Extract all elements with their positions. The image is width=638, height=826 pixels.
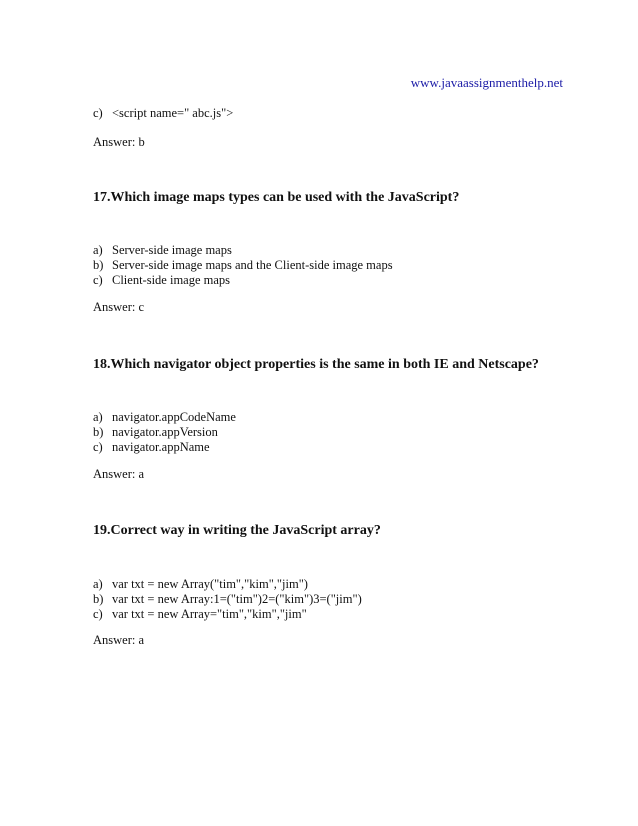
option-letter: a) bbox=[93, 410, 103, 424]
option-text: navigator.appVersion bbox=[112, 425, 218, 439]
question-18-options bbox=[93, 410, 236, 455]
option-b bbox=[93, 258, 393, 273]
question-17-answer: Answer: c bbox=[93, 300, 145, 314]
option-letter: c) bbox=[93, 273, 103, 287]
option-letter: a) bbox=[93, 577, 103, 591]
option-letter: b) bbox=[93, 258, 104, 272]
option-letter: c) bbox=[93, 607, 103, 621]
option-letter: c) bbox=[93, 106, 103, 120]
option-letter: c) bbox=[93, 440, 103, 454]
option-text: Server-side image maps bbox=[112, 243, 232, 257]
option-b bbox=[93, 425, 236, 440]
option-a bbox=[93, 410, 236, 425]
prev-answer: Answer: b bbox=[93, 135, 145, 149]
option-text: Server-side image maps and the Client-side image maps bbox=[112, 258, 393, 272]
prev-option-c bbox=[93, 106, 233, 121]
option-b bbox=[93, 592, 362, 607]
question-17-options bbox=[93, 243, 393, 288]
option-text: Client-side image maps bbox=[112, 273, 231, 287]
website-link[interactable]: www.javaassignmenthelp.net bbox=[410, 75, 563, 90]
option-c bbox=[93, 273, 393, 288]
option-letter: b) bbox=[93, 425, 104, 439]
question-19-answer: Answer: a bbox=[93, 633, 145, 647]
question-19-title: 19.Correct way in writing the JavaScript array? bbox=[93, 523, 381, 538]
option-c bbox=[93, 440, 236, 455]
question-19-options bbox=[93, 577, 362, 622]
question-18-answer: Answer: a bbox=[93, 467, 145, 481]
option-text: navigator.appName bbox=[112, 440, 210, 454]
option-text: var txt = new Array="tim","kim","jim" bbox=[112, 607, 307, 621]
option-text: var txt = new Array:1=("tim")2=("kim")3=("jim") bbox=[112, 592, 362, 606]
option-a bbox=[93, 243, 393, 258]
option-text: <script name=" abc.js"> bbox=[112, 106, 234, 120]
option-letter: a) bbox=[93, 243, 103, 257]
option-text: navigator.appCodeName bbox=[112, 410, 236, 424]
option-c bbox=[93, 607, 362, 622]
question-17-title: 17.Which image maps types can be used with the JavaScript? bbox=[93, 190, 460, 205]
option-text: var txt = new Array("tim","kim","jim") bbox=[112, 577, 308, 591]
question-18-title: 18.Which navigator object properties is the same in both IE and Netscape? bbox=[93, 357, 539, 372]
option-a bbox=[93, 577, 362, 592]
option-letter: b) bbox=[93, 592, 104, 606]
